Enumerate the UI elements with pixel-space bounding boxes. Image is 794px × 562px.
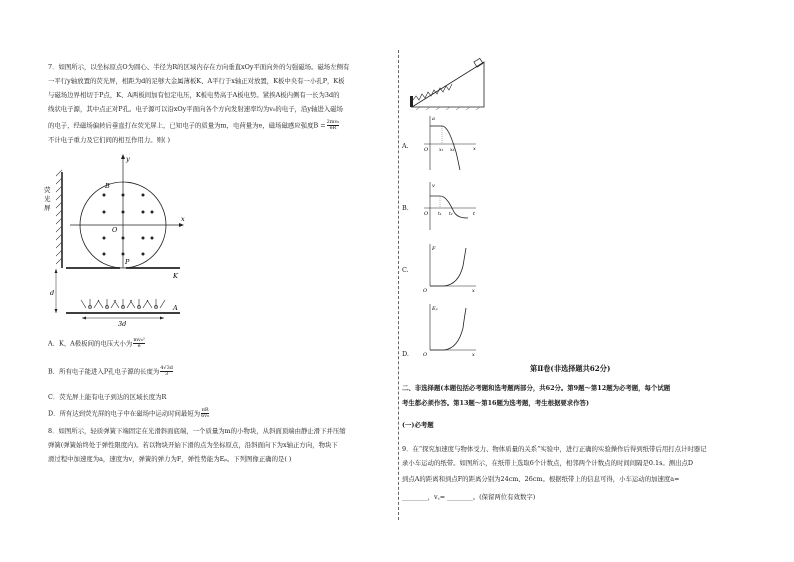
part2-intro-line-1: 二、非选择题(本题包括必考题和选考题两部分，共62分。第9题～第12题为必考题，每个试题 [402,384,671,392]
graph-a-option-label[interactable]: A. [402,142,409,150]
q8-line-1: 8．如图所示，轻质弹簧下端固定在光滑斜面底端，一个质量为m的小物块，从斜面顶端由静止滑下并压缩 [48,427,346,435]
graph-c[interactable] [420,240,480,292]
q7-line-4: 线状电子源，其中点正对P孔。电子源可以沿xOy平面向各个方向发射速率均为v₀的电子，沿y轴进入磁场 [48,105,343,113]
3d-arrow-left [82,317,86,320]
plate-a-label: A [173,304,178,312]
graph-a-y-label: a [432,116,435,122]
plate-k-label: K [173,272,178,280]
d-arrow-bottom [55,309,58,313]
x-axis-arrow [179,223,184,227]
q7-option-a[interactable] [48,338,146,349]
q9-line-1: 9．在“探究加速度与物体受力、物体质量的关系”实验中，进行正确的实验操作后得到纸带后用打点计时器记 [402,445,707,453]
graph-b-origin: O [424,211,429,217]
screen-hatching [56,170,62,264]
3d-arrow-right [160,317,164,320]
spring [413,84,452,100]
graph-d-y-label: Eₚ [432,306,438,312]
option-a-fraction [133,338,145,349]
q9-answer-line[interactable]: ________，v꜀= ________。(保留两位有效数字) [402,493,536,501]
b-numerator: 2mv₀ [326,119,340,125]
q7-line-6: 不计电子重力及它们间的相互作用力。则( ) [48,136,171,144]
q7-option-c[interactable]: C．荧光屏上能有电子到达的区域长度为R [48,393,167,401]
option-a-numerator: mv₀² [133,337,145,343]
d-arrow-top [55,269,58,273]
q7-option-d[interactable] [48,408,210,419]
q7-line-1: 7．如图所示，以坐标原点O为圆心、半径为R的区域内存在方向垂直xOy平面向外的匀强磁场。磁场左侧有 [48,63,350,71]
graph-b-tick-1: t₁ [438,212,442,217]
graph-a-tick-2: x₂ [450,148,455,153]
required-heading: (一)必考题 [402,421,434,429]
graph-a-origin: O [424,147,429,153]
graph-a-x-label: x [473,146,476,152]
option-b-numerator: 4√3d [160,365,173,371]
option-d-numerator: πR [201,407,209,413]
graph-a-tick-1: x₁ [439,148,444,153]
q7-line-5-text: 的电子，经磁场偏转后垂直打在荧光屏上，已知电子的质量为m，电荷量为e，磁场磁感应强度B = [48,121,326,130]
q9-line-2: 录小车运动的纸带。如图所示，在纸带上选取6个计数点，相邻两个计数点的时间间隔是0.1s。测出点D [402,459,694,467]
q7-option-b-text: B．所有电子能进入P孔电子源的长度为 [48,367,160,376]
q7-option-a-text: A．K、A极板间的电压大小为 [48,339,133,348]
point-b-label: B [105,182,110,190]
incline-figure [400,52,490,112]
graph-b-tick-2: t₂ [449,212,453,217]
q7-option-b[interactable] [48,366,174,377]
graph-a[interactable] [420,112,480,172]
y-axis-label: y [126,155,130,163]
screen-label-1: 荧 [44,186,51,194]
field-dots [103,194,154,256]
ground-hatching [412,107,484,110]
graph-c-option-label[interactable]: C. [402,266,409,274]
q8-line-3: 滑过程中加速度为a，速度为v，弹簧的弹力为F，弹性势能为Eₚ。下列图像正确的是( ) [48,455,292,463]
q7-line-5 [48,120,340,131]
magnetic-field-fraction [327,120,340,131]
incline-triangle [412,62,484,107]
q7-line-3: 与磁场边界相切于P点，K、A两板间加有恒定电压，K板电势高于A板电势。紧挨A板内侧有一长为3d的 [48,91,340,99]
screen-label-3: 屏 [44,204,51,212]
column-divider [398,50,399,520]
electron-source-emitters [81,299,165,309]
spring-base [410,96,413,107]
option-b-denominator: 3 [165,371,169,377]
graph-c-origin: O [423,288,428,292]
graph-d-option-label[interactable]: D. [402,350,409,358]
graph-b-y-label: v [432,183,435,189]
part2-intro-line-2: 考生都必须作答。第13题～第16题为选考题，考生根据要求作答) [402,399,589,407]
x-axis-label: x [181,215,185,223]
option-a-denominator: e [137,343,141,349]
graph-c-x-label: x [472,288,475,292]
q7-line-2: 一平行y轴放置的荧光屏，相距为d的足够大金属薄板K、A平行于x轴正对放置，K板中央有一小孔P，K板 [48,77,345,85]
origin-label: O [112,226,118,234]
graph-d-origin: O [423,352,428,358]
q8-line-2: 弹簧(弹簧始终处于弹性限度内)。若以物块开始下滑的点为坐标原点，沿斜面向下为x轴正方向，物块下 [48,441,338,449]
3d-label: 3d [118,320,127,328]
graph-c-y-label: F [432,246,436,252]
graph-b-x-label: t [473,211,476,217]
q7-option-d-text: D．所有达到荧光屏的电子中在磁场中运动时间最短为 [48,409,201,418]
q9-line-3: 到点A的距离和到点F的距离分别为24cm、26cm。根据纸带上的信息可得，小车运动的加速度a= [402,475,680,483]
option-b-fraction [160,366,173,377]
b-denominator: eR [329,125,337,131]
graph-c-curve [430,248,466,286]
graph-b[interactable] [420,178,480,233]
graph-d-x-label: x [472,352,475,358]
graph-d[interactable] [420,300,480,358]
screen-label-2: 光 [44,195,51,203]
graph-b-option-label[interactable]: B. [402,204,409,212]
d-label: d [50,289,55,297]
option-d-denominator: 6v₀ [201,413,210,419]
q7-figure [40,150,200,330]
graph-d-curve [430,308,466,350]
option-d-fraction [201,408,209,419]
point-p-label: P [125,258,130,266]
part2-title: 第Ⅱ卷(非选择题共62分) [530,364,611,373]
y-axis-arrow [121,154,125,159]
